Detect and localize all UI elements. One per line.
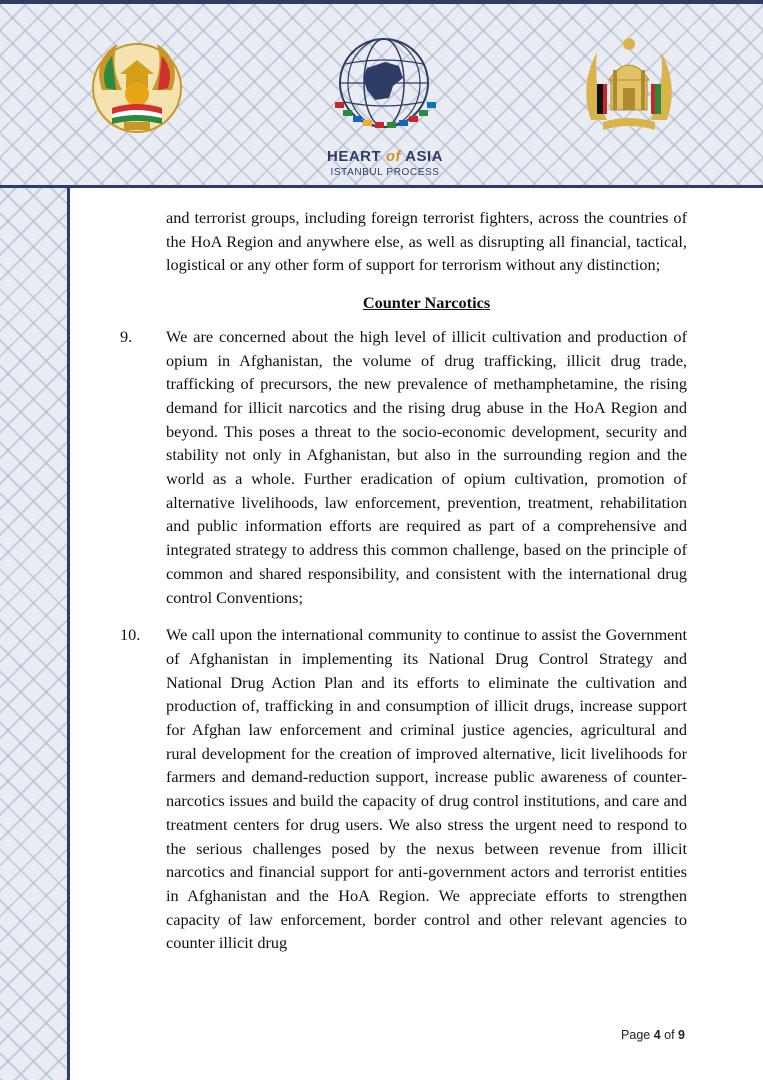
page-number: Page 4 of 9 — [621, 1028, 685, 1042]
continuation-paragraph: and terrorist groups, including foreign terrorist fighters, across the countries of the HoA Region and anywhere else, as well as disrupting all financial, tactical, logistical or any other form of support for terrorism without any distinction; — [166, 208, 687, 275]
header-top-strip — [0, 0, 763, 4]
heart-of-asia-globe-logo — [327, 28, 442, 146]
document-body — [120, 206, 687, 955]
brand-subtitle: ISTANBUL PROCESS — [330, 167, 440, 178]
afghanistan-emblem — [573, 30, 685, 145]
section-heading: Counter Narcotics — [362, 293, 491, 313]
brand-title: HEART of ASIA — [327, 148, 443, 165]
tajikistan-emblem — [82, 30, 192, 140]
paragraph-number: 10. — [120, 625, 141, 645]
numbered-paragraph — [120, 623, 687, 955]
paragraph-number: 9. — [120, 326, 133, 346]
numbered-paragraph — [120, 325, 687, 609]
left-margin-pattern-band — [0, 188, 70, 1080]
paragraph-text: We are concerned about the high level of illicit cultivation and production of opium in Afghanistan, the volume of drug trafficking, illicit drug trade, trafficking of precursors, the new prevalence of methamphetamine, the rising demand for illicit narcotics and the rising drug abuse in the HoA Region and beyond. This poses a threat to the socio-economic development, security and stability not only in Afghanistan, but also in the surrounding region and the world as a whole. Further eradication of opium cultivation, promotion of alternative livelihoods, law enforcement, prevention, treatment, rehabilitation and public information efforts are required as part of a comprehensive and integrated strategy to address this common challenge, based on the principle of common and shared responsibility, and consistent with the international drug control Conventions; — [166, 326, 687, 607]
paragraph-text: We call upon the international community to continue to assist the Government of Afghanistan in implementing its National Drug Control Strategy and National Drug Action Plan and its efforts to eliminate the cultivation and production of, trafficking in and consumption of illicit drugs, increase support for Afghan law enforcement and criminal justice agencies, agricultural and rural development for the creation of improved alternative, licit livelihoods for farmers and demand-reduction support, increase public awareness of counter-narcotics issues and build the capacity of drug control institutions, and care and treatment centers for drug users. We also stress the urgent need to respond to the serious challenges posed by the nexus between revenue from illicit narcotics and financial support for anti-government actors and terrorist entities in Afghanistan and the HoA Region. We appreciate efforts to strengthen capacity of law enforcement, border control and other relevant agencies to counter illicit drug — [166, 625, 687, 953]
